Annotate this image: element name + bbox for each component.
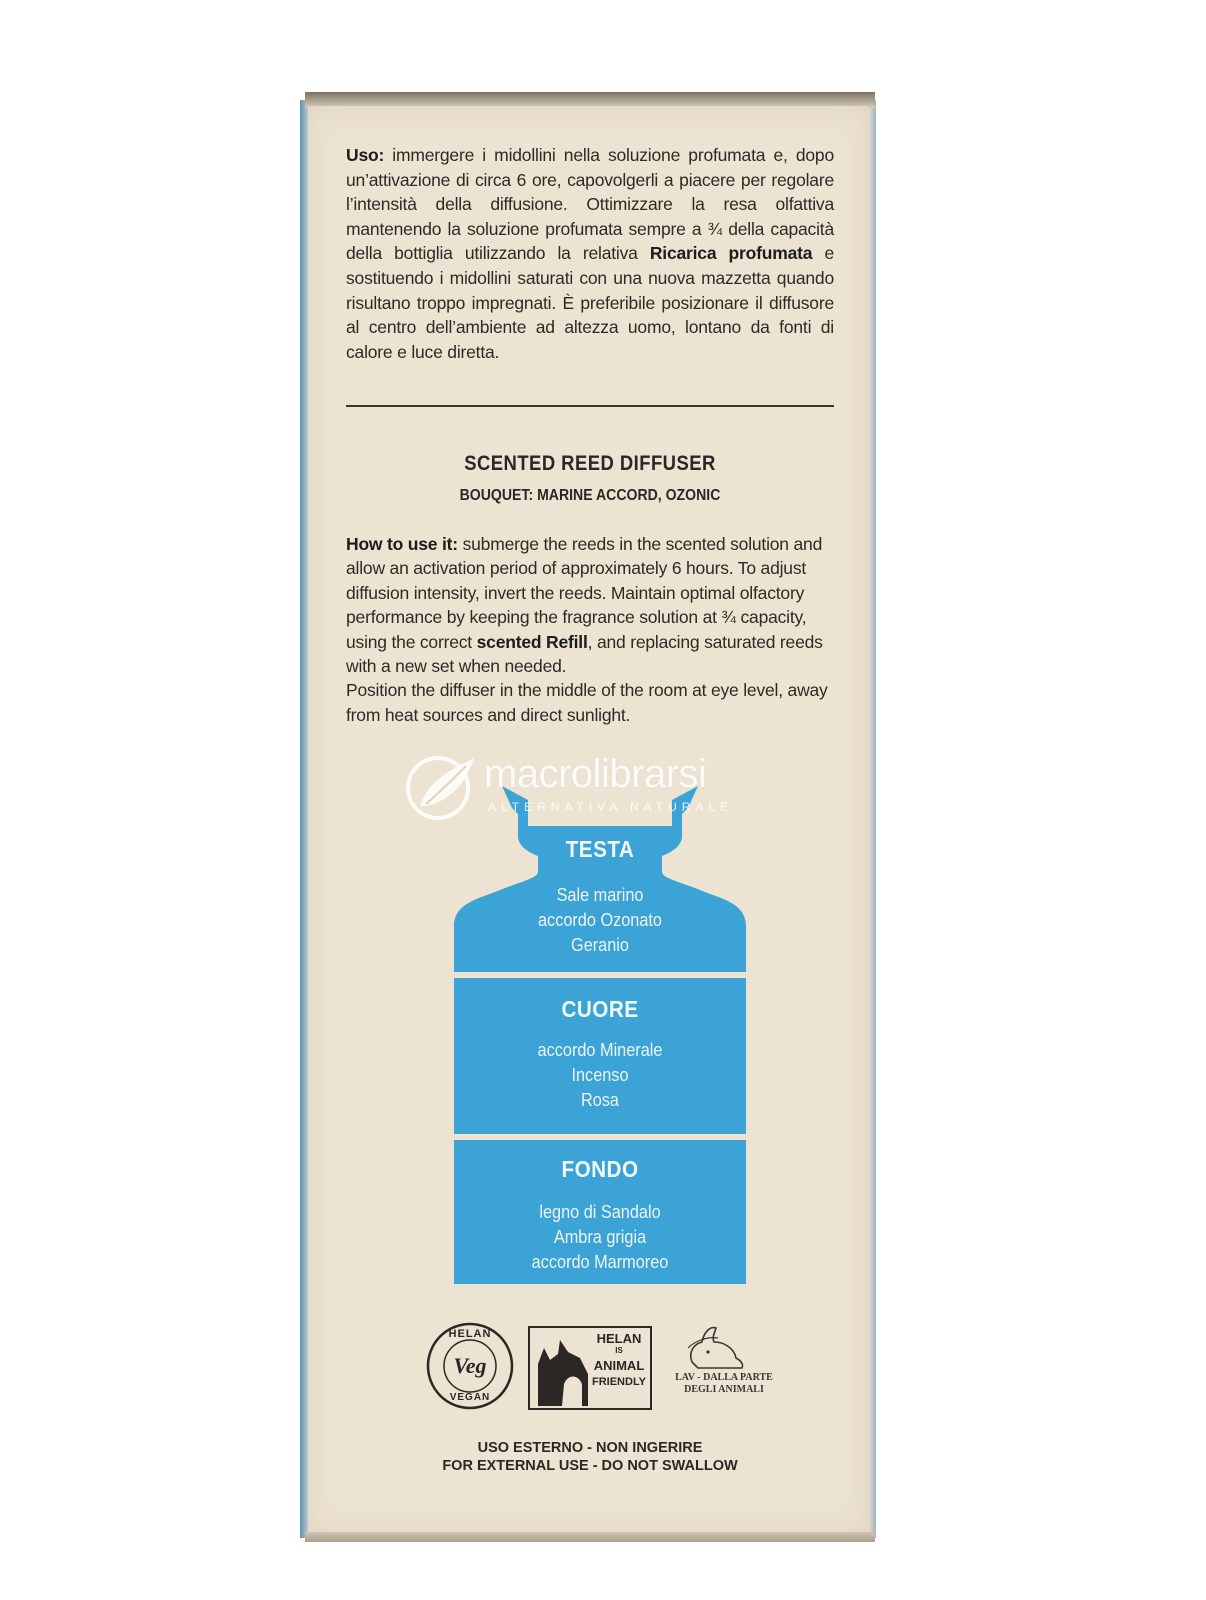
note-items-fondo bbox=[468, 1199, 732, 1274]
helan-vegan-logo bbox=[425, 1320, 515, 1412]
vegan-logo-bottom-text: VEGAN bbox=[449, 1392, 491, 1403]
refill-label: scented Refill bbox=[476, 631, 588, 652]
italian-usage-text bbox=[346, 143, 834, 364]
note-item: accordo Minerale bbox=[537, 1039, 663, 1060]
note-item: Ambra grigia bbox=[553, 1226, 647, 1247]
note-item: legno di Sandalo bbox=[539, 1201, 661, 1222]
english-subtitle: BOUQUET: MARINE ACCORD, OZONIC bbox=[459, 487, 721, 504]
note-item: accordo Marmoreo bbox=[531, 1251, 669, 1272]
note-items-cuore bbox=[468, 1037, 732, 1112]
macrolibrarsi-watermark bbox=[400, 748, 800, 828]
animal-logo-line4: FRIENDLY bbox=[592, 1376, 646, 1388]
uso-text-part2: e sostituendo i midollini saturati con una nuova mazzetta quando risultano troppo impregnati. È preferibile posizionare il diffusore al centro dell’ambiente ad altezza uomo, lontano da fonti di calore e luce diretta. bbox=[346, 243, 834, 362]
uso-text-part1: immergere i midollini nella soluzione profumata e, dopo un’attivazione di circa 6 ore, capovolgerli a piacere per regolare l’intensità della diffusione. Ottimizzare la resa olfattiva mantenendo la soluzione profumata sempre a ¾ della capacità della bottiglia utilizzando la relativa bbox=[346, 145, 834, 264]
watermark-tagline: ALTERNATIVA NATURALE bbox=[488, 800, 734, 814]
rabbit-icon bbox=[684, 1322, 754, 1370]
note-label-cuore: CUORE bbox=[561, 996, 639, 1022]
box-bottom-edge bbox=[305, 1532, 875, 1542]
section-divider bbox=[346, 405, 834, 407]
watermark-name: macrolibrarsi bbox=[484, 752, 707, 796]
note-item: Incenso bbox=[571, 1064, 629, 1085]
english-title: SCENTED REED DIFFUSER bbox=[464, 452, 716, 475]
note-item: Sale marino bbox=[556, 884, 644, 905]
uso-label: Uso: bbox=[346, 145, 385, 165]
ricarica-label: Ricarica profumata bbox=[649, 243, 813, 264]
note-label-testa: TESTA bbox=[565, 836, 635, 862]
helan-animal-friendly-logo bbox=[528, 1326, 652, 1410]
note-item: Rosa bbox=[580, 1089, 620, 1110]
position-text: Position the diffuser in the middle of the room at eye level, away from heat sources and direct sunlight. bbox=[346, 680, 828, 725]
warning-italian: USO ESTERNO - NON INGERIRE bbox=[477, 1440, 703, 1456]
vegan-logo-middle-text: Veg bbox=[453, 1353, 487, 1378]
note-label-fondo: FONDO bbox=[561, 1156, 639, 1182]
lav-logo bbox=[662, 1322, 786, 1396]
box-right-edge bbox=[868, 100, 876, 1538]
lav-logo-line2: DEGLI ANIMALI bbox=[684, 1384, 764, 1395]
lav-logo-line1: LAV - DALLA PARTE bbox=[675, 1372, 773, 1383]
cat-dog-icon bbox=[534, 1334, 590, 1406]
leaf-logo-icon bbox=[400, 748, 480, 828]
howto-text-part1: submerge the reeds in the scented solution and allow an activation period of approximately 6 hours. To adjust diffusion intensity, invert the reeds. Maintain optimal olfactory performance by keeping the fragrance solution at ¾ capacity, using the correct bbox=[346, 534, 823, 652]
note-item: Geranio bbox=[571, 934, 629, 955]
note-item: accordo Ozonato bbox=[538, 909, 662, 930]
note-items-testa bbox=[468, 882, 732, 957]
box-left-edge bbox=[300, 100, 308, 1538]
vegan-logo-top-text: HELAN bbox=[448, 1328, 492, 1340]
animal-logo-line2: IS bbox=[615, 1346, 623, 1355]
animal-logo-line3: ANIMAL bbox=[593, 1358, 645, 1373]
howto-label: How to use it: bbox=[346, 534, 458, 554]
warning-english: FOR EXTERNAL USE - DO NOT SWALLOW bbox=[442, 1458, 738, 1474]
howto-text-part2: , and replacing saturated reeds with a new set when needed. bbox=[346, 631, 823, 677]
animal-logo-line1: HELAN bbox=[596, 1331, 642, 1346]
english-usage-text bbox=[346, 532, 834, 727]
